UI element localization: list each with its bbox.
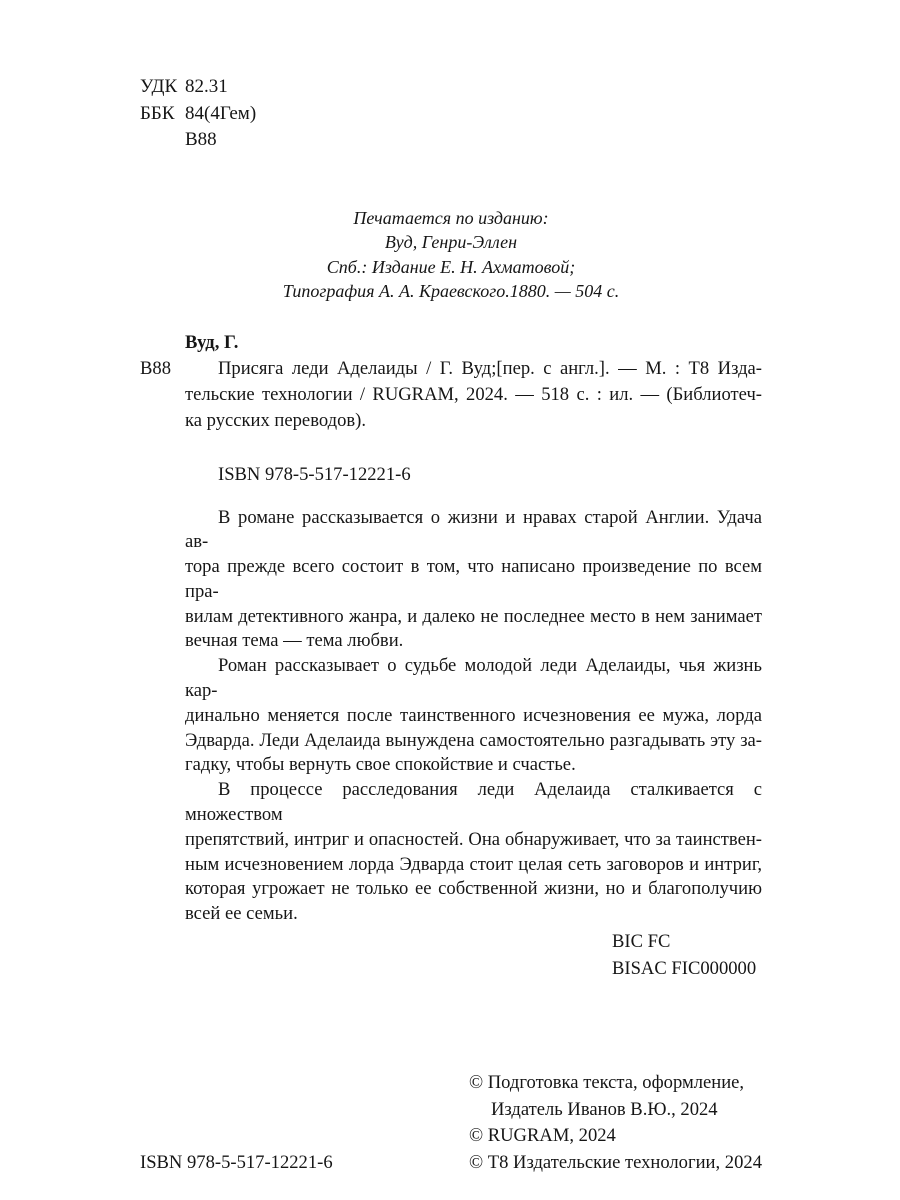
- udk-row: [140, 74, 762, 101]
- author-sign-margin: В88: [140, 357, 171, 379]
- author-heading: Вуд, Г.: [185, 331, 239, 353]
- subject-codes: [612, 929, 762, 982]
- annotation-paragraph-2: Роман рассказывает о судьбе молодой леди Аделаиды, чья жизнь кар- динально меняется после таинственного исчезновения ее мужа, лорда Эдварда. Леди Аделаида вынуждена самостоятельно разгадывать эту за- гадку, чтобы вернуть свое спокойствие и счастье.: [185, 655, 762, 776]
- annotation-paragraph-3: В процессе расследования леди Аделаида сталкивается с множеством препятствий, интриг и опасностей. Она обнаруживает, что за таинствен- ным исчезновением лорда Эдварда стоит целая сеть заговоров и интриг, которая угрожает не только ее собственной жизни, но и благополучию всей ее семьи.: [185, 779, 762, 925]
- isbn-bottom: ISBN 978-5-517-12221-6: [140, 1151, 333, 1173]
- bic-code: BIC FC: [612, 931, 671, 953]
- udk-value: 82.31: [185, 76, 228, 97]
- isbn-top: ISBN 978-5-517-12221-6: [218, 463, 411, 485]
- udk-label: УДК: [140, 76, 178, 97]
- edition-note: Печатается по изданию: Вуд, Генри-Эллен Спб.: Издание Е. Н. Ахматовой; Типография А. А. Краевского.1880. — 504 с.: [282, 207, 620, 301]
- bisac-code: BISAC FIC000000: [612, 957, 757, 979]
- bibliographic-description: Присяга леди Аделаиды / Г. Вуд;[пер. с англ.]. — М. : Т8 Изда- тельские технологии / RUGRAM, 2024. — 518 с. : ил. — (Библиотеч- ка русских переводов).: [185, 357, 762, 431]
- annotation-paragraph-1: В романе рассказывается о жизни и нравах старой Англии. Удача ав- тора прежде всего состоит в том, что написано произведение по всем пра- вилам детективного жанра, и далеко не последнее место в нем занимает вечная тема — тема любви.: [185, 506, 762, 652]
- bbk-row: [140, 101, 762, 128]
- bbk-label: ББК: [140, 102, 175, 124]
- author-sign-top: В88: [185, 129, 217, 150]
- bbk-value: 84(4Гем): [185, 102, 257, 124]
- classification-block: [140, 74, 762, 154]
- footer: [140, 1070, 762, 1176]
- author-sign-row: [140, 127, 762, 154]
- copyright-block: © Подготовка текста, оформление, Издатель Иванов В.Ю., 2024 © RUGRAM, 2024 © Т8 Издательские технологии, 2024: [468, 1072, 762, 1173]
- annotation: [185, 506, 762, 928]
- catalog-record: [140, 356, 762, 434]
